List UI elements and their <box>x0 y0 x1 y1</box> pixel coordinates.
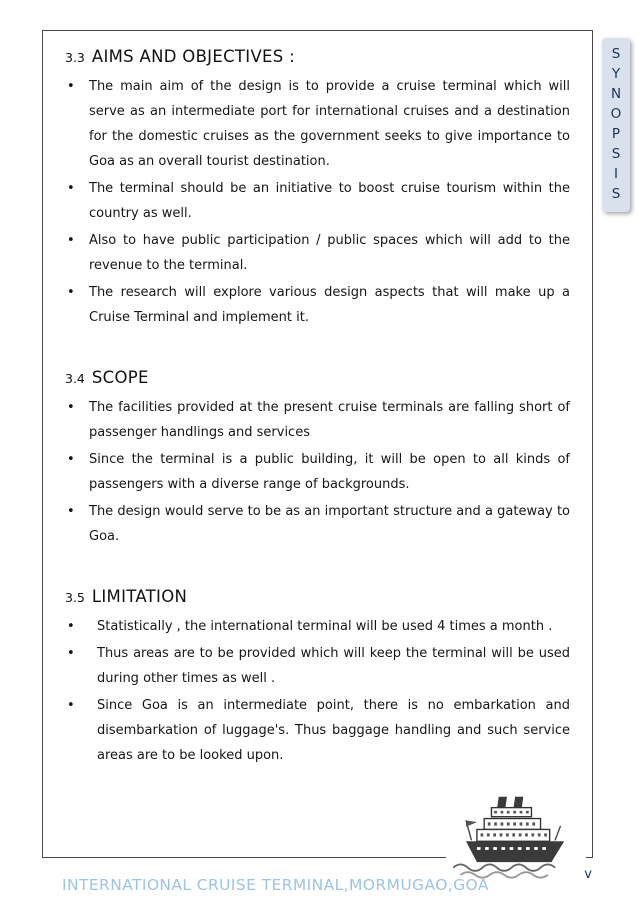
bullet-marker: • <box>67 452 75 467</box>
bullet-item <box>65 499 570 549</box>
section-heading <box>65 587 570 606</box>
bullet-item <box>65 74 570 174</box>
side-tab-letter: S <box>611 186 621 202</box>
section-heading <box>65 368 570 387</box>
bullet-text: Statistically , the international terminal will be used 4 times a month . <box>97 619 553 634</box>
section-title: AIMS AND OBJECTIVES : <box>91 47 295 66</box>
cruise-ship-icon <box>446 784 586 884</box>
bullet-text: The terminal should be an initiative to boost cruise tourism within the country as well. <box>89 181 570 221</box>
bullet-text: The research will explore various design aspects that will make up a Cruise Terminal and implement it. <box>89 285 570 325</box>
page-number: v <box>584 867 592 882</box>
bullet-item <box>65 176 570 226</box>
bullet-text: The facilities provided at the present cruise terminals are falling short of passenger handlings and services <box>89 400 570 440</box>
side-tab-letter: I <box>614 166 618 182</box>
bullet-item <box>65 614 570 639</box>
side-tab-letter: N <box>610 86 622 102</box>
section-number: 3.5 <box>65 590 85 605</box>
bullet-marker: • <box>67 619 75 634</box>
bullet-marker: • <box>67 79 75 94</box>
bullet-marker: • <box>67 698 75 713</box>
bullet-text: Since Goa is an intermediate point, there is no embarkation and disembarkation of luggage's. Thus baggage handling and such service areas are to be looked upon. <box>97 698 570 763</box>
footer-title: INTERNATIONAL CRUISE TERMINAL,MORMUGAO,GOA <box>62 876 489 894</box>
page-frame <box>42 30 593 858</box>
section-number: 3.3 <box>65 50 85 65</box>
bullet-text: Since the terminal is a public building, it will be open to all kinds of passengers with a diverse range of backgrounds. <box>89 452 570 492</box>
section-heading <box>65 47 570 66</box>
bullet-text: The design would serve to be as an important structure and a gateway to Goa. <box>89 504 570 544</box>
bullet-item <box>65 641 570 691</box>
bullet-item <box>65 395 570 445</box>
bullet-text: The main aim of the design is to provide a cruise terminal which will serve as an intermediate port for international cruises and a destination for the domestic cruises as the government seeks to give importance to Goa as an overall tourist destination. <box>89 79 570 169</box>
bullet-marker: • <box>67 233 75 248</box>
section-scope <box>65 368 570 549</box>
side-tab-letter: P <box>611 126 621 142</box>
bullet-marker: • <box>67 181 75 196</box>
bullet-marker: • <box>67 646 75 661</box>
side-tab-letter: S <box>611 46 621 62</box>
bullet-item <box>65 280 570 330</box>
section-limitation <box>65 587 570 768</box>
side-tab-letter: O <box>610 106 622 122</box>
bullet-marker: • <box>67 285 75 300</box>
bullet-marker: • <box>67 504 75 519</box>
side-tab-letter: S <box>611 146 621 162</box>
section-number: 3.4 <box>65 371 85 386</box>
bullet-marker: • <box>67 400 75 415</box>
synopsis-side-tab <box>602 38 630 212</box>
section-aims-objectives <box>65 47 570 330</box>
bullet-text: Also to have public participation / public spaces which will add to the revenue to the terminal. <box>89 233 570 273</box>
cruise-ship-illustration <box>446 784 586 884</box>
bullet-item <box>65 228 570 278</box>
section-title: SCOPE <box>91 368 149 387</box>
section-title: LIMITATION <box>91 587 188 606</box>
bullet-item <box>65 693 570 768</box>
bullet-text: Thus areas are to be provided which will keep the terminal will be used during other times as well . <box>97 646 570 686</box>
side-tab-letter: Y <box>611 66 621 82</box>
bullet-item <box>65 447 570 497</box>
